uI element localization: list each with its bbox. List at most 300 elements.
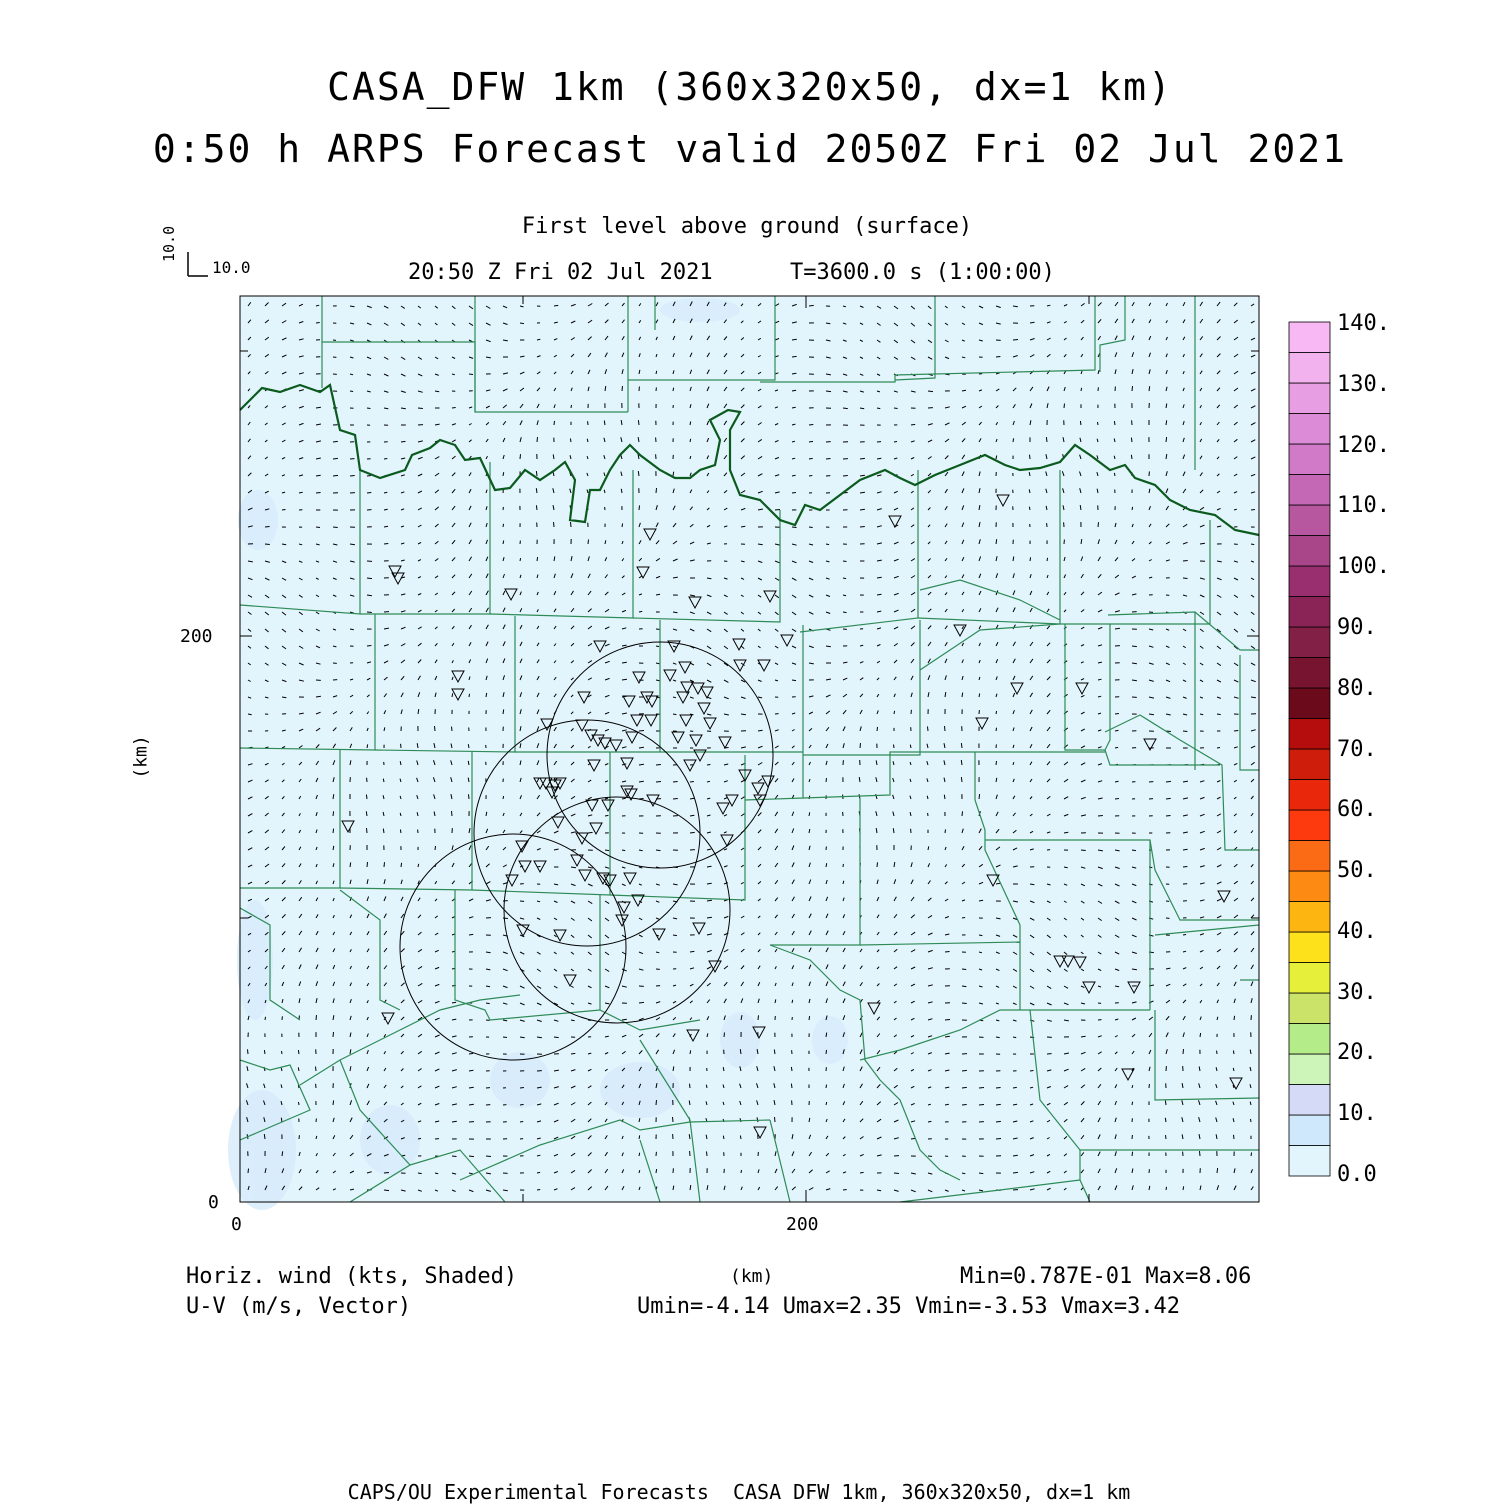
wind-vector: [656, 765, 661, 766]
colorbar-label: 10.: [1337, 1101, 1377, 1126]
wind-vector: [1217, 714, 1221, 715]
wind-vector: [690, 1050, 691, 1054]
wind-vector: [435, 1173, 438, 1174]
colorbar-label: 50.: [1337, 858, 1377, 883]
wind-vector: [384, 526, 388, 527]
wind-vector: [520, 454, 521, 459]
wind-vector: [400, 830, 401, 834]
wind-vector: [1030, 884, 1034, 885]
wind-vector: [486, 952, 491, 953]
wind-vector: [537, 1172, 540, 1173]
wind-vector: [435, 846, 436, 850]
wind-vector: [469, 694, 470, 697]
wind-vector: [690, 832, 695, 833]
wind-vector: [316, 323, 320, 324]
wind-vector: [928, 1121, 931, 1122]
wind-vector: [418, 864, 419, 867]
wind-vector: [469, 374, 473, 375]
wind-vector: [928, 726, 929, 731]
wind-vector: [910, 745, 911, 748]
wind-vector: [1030, 322, 1035, 323]
wind-vector: [843, 595, 846, 596]
colorbar-swatch: [1289, 993, 1330, 1024]
colorbar-swatch: [1289, 383, 1330, 414]
wind-vector: [706, 1085, 707, 1088]
wind-vector: [469, 794, 470, 799]
wind-vector: [792, 339, 797, 340]
wind-vector: [537, 339, 540, 340]
colorbar-label: 80.: [1337, 676, 1377, 701]
wind-vector: [1166, 816, 1171, 817]
wind-vector: [1183, 561, 1188, 562]
wind-vector: [809, 476, 812, 477]
colorbar-swatch: [1289, 871, 1330, 902]
wind-vector: [843, 612, 847, 613]
wind-vector: [520, 323, 524, 324]
wind-vector: [299, 1102, 300, 1105]
colorbar-label: 90.: [1337, 615, 1377, 640]
wind-vector: [1013, 438, 1014, 442]
subtitle-integration: T=3600.0 s (1:00:00): [790, 262, 1055, 284]
wind-vector: [1046, 437, 1047, 442]
wind-vector: [962, 1003, 967, 1004]
wind-vector: [928, 391, 933, 392]
wind-vector: [316, 696, 321, 697]
wind-vector: [792, 390, 796, 391]
wind-vector: [468, 744, 469, 748]
colorbar-swatch: [1289, 414, 1330, 445]
wind-vector: [1098, 422, 1099, 425]
footer-minmax: Min=0.787E-01 Max=8.06: [960, 1266, 1251, 1288]
wind-vector: [945, 1104, 949, 1105]
wind-vector: [265, 527, 270, 528]
wind-vector: [1132, 386, 1133, 391]
reference-vector-icon: [188, 252, 208, 276]
wind-vector: [639, 747, 644, 748]
wind-vector: [962, 390, 966, 391]
wind-vector: [809, 812, 810, 816]
wind-vector: [1047, 558, 1048, 561]
wind-vector: [979, 900, 983, 901]
wind-vector: [554, 522, 555, 527]
wind-vector: [536, 471, 537, 476]
wind-vector: [843, 561, 847, 562]
wind-vector: [996, 1139, 1001, 1140]
wind-vector: [996, 1037, 1000, 1038]
wind-vector: [1132, 680, 1137, 681]
colorbar-label: 140.: [1337, 311, 1390, 336]
wind-vector: [384, 1190, 389, 1191]
colorbar-label: 70.: [1337, 737, 1377, 762]
colorbar-swatch: [1289, 810, 1330, 841]
wind-vector: [264, 1134, 265, 1139]
wind-vector: [877, 862, 878, 867]
wind-vector: [520, 558, 521, 561]
wind-vector: [571, 405, 572, 408]
y-tick-0: 0: [208, 1194, 219, 1212]
wind-vector: [1234, 731, 1238, 732]
wind-vector: [639, 1153, 640, 1156]
credit-line: CAPS/OU Experimental Forecasts CASA DFW 1km, 360x320x50, dx=1 km: [0, 1482, 1478, 1502]
wind-vector: [979, 1173, 983, 1174]
wind-vector: [282, 510, 286, 511]
wind-vector: [690, 1084, 691, 1088]
footer-uv-stats: Umin=-4.14 Umax=2.35 Vmin=-3.53 Vmax=3.42: [637, 1296, 1180, 1318]
wind-vector: [1166, 1135, 1167, 1139]
wind-vector: [622, 662, 627, 663]
wind-vector: [791, 1067, 792, 1071]
wind-vector: [401, 863, 402, 867]
wind-vector: [469, 1070, 473, 1071]
wind-vector: [673, 1117, 674, 1122]
wind-vector: [656, 371, 657, 374]
wind-vector: [1115, 714, 1119, 715]
wind-vector: [350, 306, 355, 307]
wind-vector: [1166, 798, 1171, 799]
wind-vector: [384, 492, 387, 493]
wind-vector: [1114, 473, 1115, 476]
wind-vector: [979, 694, 980, 698]
wind-vector: [944, 795, 945, 799]
wind-vector: [843, 578, 846, 579]
wind-vector: [1183, 731, 1187, 732]
wind-vector: [1166, 781, 1171, 782]
wind-vector: [1132, 1102, 1133, 1105]
wind-vector: [401, 441, 406, 442]
wind-vector: [962, 693, 963, 697]
wind-vector: [367, 862, 368, 867]
wind-vector: [877, 727, 878, 731]
wind-vector: [792, 527, 797, 528]
wind-vector: [673, 935, 677, 936]
wind-vector: [1131, 438, 1132, 442]
wind-vector: [536, 488, 537, 493]
wind-vector: [962, 969, 966, 970]
wind-vector: [333, 458, 338, 459]
wind-vector: [265, 1017, 266, 1020]
wind-vector: [792, 1000, 793, 1003]
wind-vector: [281, 1118, 282, 1122]
wind-vector: [486, 693, 487, 697]
wind-vector: [860, 509, 865, 510]
wind-vector: [962, 1070, 967, 1071]
wind-vector: [792, 680, 796, 681]
wind-vector: [298, 1050, 299, 1054]
wind-vector: [656, 646, 659, 647]
wind-vector: [384, 862, 385, 867]
colorbar-label: 130.: [1337, 372, 1390, 397]
wind-vector: [826, 1050, 827, 1054]
wind-vector: [333, 829, 334, 833]
wind-vector: [792, 493, 796, 494]
subtitle-level: First level above ground (surface): [0, 216, 1494, 238]
wind-vector: [656, 680, 660, 681]
wind-vector: [894, 442, 897, 443]
wind-vector: [656, 1100, 657, 1105]
x-axis-label: (km): [730, 1268, 773, 1286]
wind-vector: [520, 1122, 523, 1123]
wind-vector: [1200, 1033, 1201, 1037]
colorbar-swatch: [1289, 902, 1330, 933]
wind-vector: [860, 1172, 864, 1173]
wind-vector: [673, 782, 678, 783]
wind-vector: [639, 611, 642, 612]
wind-vector: [469, 1156, 474, 1157]
wind-vector: [1013, 1087, 1017, 1088]
wind-vector: [928, 846, 929, 850]
colorbar-swatch: [1289, 475, 1330, 506]
wind-vector: [1183, 578, 1188, 579]
wind-vector: [1217, 748, 1220, 749]
wind-vector: [1200, 1151, 1201, 1156]
footer-vector: U-V (m/s, Vector): [186, 1296, 411, 1318]
colorbar-swatch: [1289, 780, 1330, 811]
wind-vector: [383, 829, 384, 833]
wind-vector: [962, 1087, 967, 1088]
wind-vector: [1013, 340, 1018, 341]
wind-vector: [1165, 1101, 1166, 1105]
wind-vector: [1251, 1152, 1252, 1156]
wind-vector: [775, 1117, 776, 1122]
wind-vector: [1183, 867, 1187, 868]
wind-vector: [503, 541, 504, 545]
wind-vector: [996, 1104, 1001, 1105]
wind-vector: [911, 424, 915, 425]
wind-vector: [673, 472, 674, 476]
wind-vector: [469, 934, 473, 935]
colorbar-label: 100.: [1337, 554, 1390, 579]
wind-vector: [520, 1088, 524, 1089]
wind-vector: [452, 1121, 457, 1122]
colorbar-swatch: [1289, 505, 1330, 536]
wind-vector: [707, 1151, 708, 1156]
wind-vector: [690, 951, 694, 952]
colorbar-swatch: [1289, 1085, 1330, 1116]
wind-vector: [622, 798, 626, 799]
wind-vector: [333, 811, 334, 816]
wind-vector: [690, 798, 694, 799]
wind-vector: [452, 1156, 457, 1157]
wind-vector: [690, 782, 694, 783]
colorbar-swatch: [1289, 749, 1330, 780]
colorbar-label: 20.: [1337, 1040, 1377, 1065]
wind-vector: [1064, 404, 1065, 409]
wind-vector: [1115, 799, 1119, 800]
wind-vector: [1166, 420, 1167, 425]
wind-vector: [860, 458, 865, 459]
wind-vector: [774, 1050, 775, 1055]
wind-vector: [792, 373, 796, 374]
wind-vector: [961, 777, 962, 782]
wind-vector: [1081, 1036, 1086, 1037]
wind-vector: [741, 714, 746, 715]
wind-vector: [367, 612, 372, 613]
wind-vector: [945, 726, 946, 731]
wind-vector: [639, 850, 643, 851]
wind-vector: [639, 1135, 640, 1139]
colorbar-swatch: [1289, 688, 1330, 719]
wind-vector: [707, 883, 712, 884]
wind-vector: [1183, 1186, 1184, 1190]
wind-vector: [809, 1016, 810, 1020]
wind-vector: [1166, 437, 1167, 442]
wind-vector: [1030, 557, 1031, 561]
wind-vector: [638, 420, 639, 425]
wind-vector: [367, 408, 370, 409]
wind-vector: [639, 781, 644, 782]
colorbar-swatch: [1289, 1115, 1330, 1146]
wind-vector: [979, 935, 982, 936]
wind-vector: [452, 811, 453, 816]
wind-vector: [843, 408, 848, 409]
y-axis-label: (km): [133, 735, 151, 778]
wind-vector: [622, 679, 627, 680]
wind-vector: [673, 714, 676, 715]
wind-vector: [758, 544, 763, 545]
wind-vector: [826, 323, 830, 324]
colorbar-swatch: [1289, 932, 1330, 963]
wind-vector: [740, 1136, 741, 1140]
wind-vector: [367, 595, 372, 596]
wind-vector: [1029, 507, 1030, 510]
wind-vector: [877, 408, 880, 409]
wind-vector: [740, 1049, 741, 1054]
wind-vector: [503, 709, 504, 714]
wind-vector: [996, 728, 997, 731]
wind-vector: [707, 765, 710, 766]
colorbar: [1289, 322, 1330, 1176]
wind-vector: [707, 781, 710, 782]
colorbar-swatch: [1289, 1054, 1330, 1085]
wind-vector: [724, 1033, 725, 1038]
wind-vector: [826, 778, 827, 782]
wind-vector: [622, 386, 623, 391]
wind-vector: [248, 1169, 249, 1173]
colorbar-label: 110.: [1337, 493, 1390, 518]
wind-vector: [588, 540, 589, 545]
wind-vector: [1081, 388, 1082, 391]
colorbar-swatch: [1289, 536, 1330, 567]
colorbar-swatch: [1289, 566, 1330, 597]
wind-vector: [503, 472, 504, 476]
wind-vector: [843, 476, 848, 477]
wind-vector: [1183, 849, 1188, 850]
wind-vector: [621, 489, 622, 493]
wind-vector: [1013, 1172, 1018, 1173]
wind-vector: [1234, 1016, 1235, 1020]
wind-vector: [333, 1032, 334, 1037]
wind-vector: [894, 408, 898, 409]
wind-vector: [503, 918, 508, 919]
colorbar-swatch: [1289, 658, 1330, 689]
wind-vector: [418, 408, 423, 409]
wind-vector: [248, 714, 252, 715]
wind-vector: [350, 544, 355, 545]
wind-vector: [1132, 663, 1137, 664]
wind-vector: [383, 779, 384, 782]
wind-vector: [367, 493, 371, 494]
wind-vector: [248, 1049, 249, 1054]
wind-vector: [469, 1053, 473, 1054]
wind-vector: [996, 539, 997, 544]
wind-vector: [486, 1156, 491, 1157]
wind-vector: [299, 492, 303, 493]
wind-vector: [316, 493, 321, 494]
wind-vector: [877, 577, 882, 578]
wind-vector: [723, 1136, 724, 1139]
wind-vector: [570, 439, 571, 443]
wind-vector: [418, 1173, 422, 1174]
wind-vector: [1132, 850, 1136, 851]
wind-vector: [571, 867, 576, 868]
wind-vector: [604, 421, 605, 426]
wind-vector: [945, 1036, 950, 1037]
wind-vector: [298, 1067, 299, 1071]
wind-vector: [690, 815, 694, 816]
wind-vector: [1098, 816, 1103, 817]
wind-vector: [945, 1020, 950, 1021]
wind-vector: [367, 744, 368, 748]
x-tick-0: 0: [231, 1216, 242, 1234]
wind-vector: [366, 795, 367, 800]
wind-vector: [554, 305, 558, 306]
wind-vector: [961, 743, 962, 748]
wind-vector: [537, 437, 538, 442]
wind-vector: [282, 1151, 283, 1156]
wind-vector: [452, 1002, 456, 1003]
footer-field: Horiz. wind (kts, Shaded): [186, 1266, 517, 1288]
wind-vector: [996, 711, 997, 714]
wind-vector: [316, 527, 320, 528]
wind-vector: [605, 850, 609, 851]
wind-vector: [384, 459, 387, 460]
wind-vector: [316, 1015, 317, 1020]
wind-vector: [1149, 714, 1154, 715]
wind-vector: [333, 475, 338, 476]
wind-vector: [1115, 730, 1119, 731]
wind-vector: [571, 1053, 575, 1054]
wind-vector: [469, 1104, 474, 1105]
colorbar-swatch: [1289, 841, 1330, 872]
wind-vector: [945, 952, 950, 953]
wind-vector: [1200, 714, 1203, 715]
colorbar-swatch: [1289, 444, 1330, 475]
colorbar-label: 0.0: [1337, 1162, 1377, 1187]
wind-vector: [265, 544, 270, 545]
wind-vector: [893, 828, 894, 833]
wind-vector: [264, 1050, 265, 1054]
wind-vector: [1251, 1119, 1252, 1122]
wind-vector: [962, 918, 965, 919]
wind-vector: [1183, 935, 1186, 936]
wind-vector: [996, 1121, 1001, 1122]
wind-vector: [673, 388, 674, 391]
wind-vector: [1030, 455, 1031, 459]
wind-vector: [1115, 747, 1118, 748]
wind-vector: [894, 1173, 899, 1174]
wind-vector: [826, 1033, 827, 1037]
wind-vector: [656, 850, 661, 851]
title-line-1: CASA_DFW 1km (360x320x50, dx=1 km): [0, 68, 1500, 106]
wind-vector: [843, 1190, 847, 1191]
wind-vector: [741, 1170, 742, 1173]
wind-vector: [384, 544, 388, 545]
colorbar-swatch: [1289, 1024, 1330, 1055]
wind-vector: [367, 828, 368, 833]
wind-vector: [656, 663, 659, 664]
wind-vector: [860, 527, 865, 528]
wind-vector: [333, 1100, 334, 1105]
